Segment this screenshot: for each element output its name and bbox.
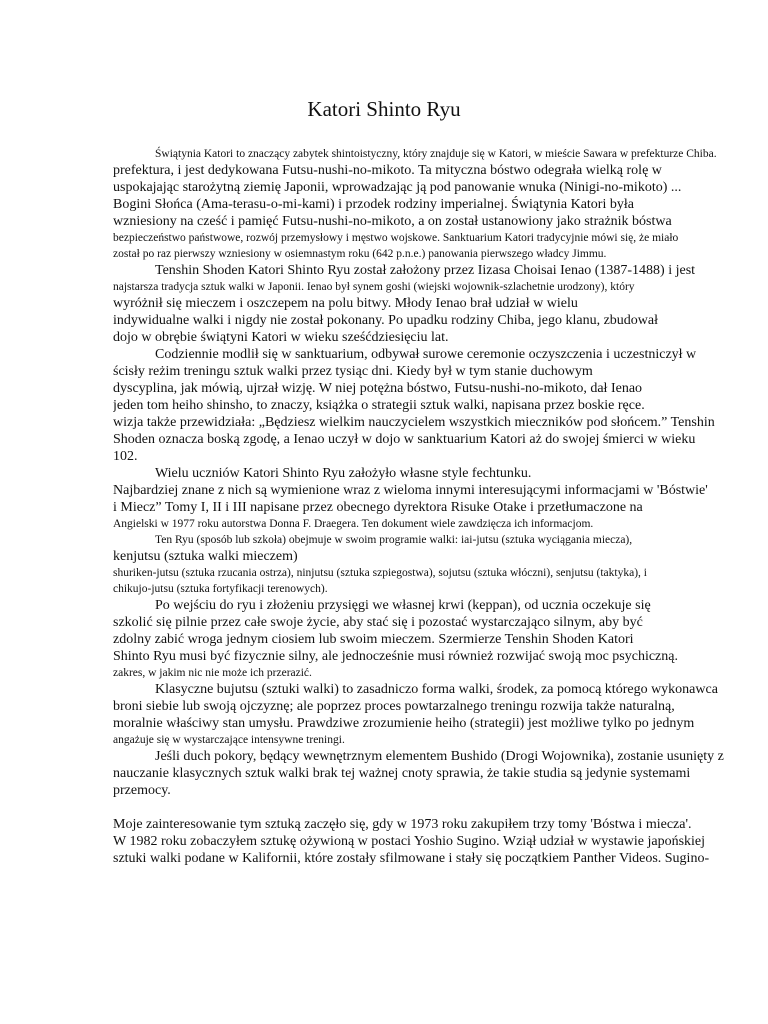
text-line: W 1982 roku zobaczyłem sztukę ożywioną w postaci Yoshio Sugino. Wziął udział w wystawie japońskiej <box>113 834 706 849</box>
text-line: przemocy. <box>113 783 171 798</box>
text-line: Moje zainteresowanie tym sztuką zaczęło się, gdy w 1973 roku zakupiłem trzy tomy 'Bóstwa i miecza'. <box>113 817 692 832</box>
text-line: uspokajając starożytną ziemię Japonii, wprowadzając ją pod panowanie wnuka (Ninigi-no-mikoto) ... <box>113 180 682 195</box>
text-line: Shoden oznacza boską zgodę, a Ienao uczył w dojo w sanktuarium Katori aż do swojej śmierci w wieku <box>113 432 696 447</box>
text-line: wzniesiony na cześć i pamięć Futsu-nushi-no-mikoto, a on został ustanowiony jako strażnik bóstwa <box>113 214 672 229</box>
text-line: shuriken-jutsu (sztuka rzucania ostrza), ninjutsu (sztuka szpiegostwa), sojutsu (sztuka włóczni), senjutsu (taktyka), i <box>113 567 647 579</box>
text-line: broni siebie lub swoją ojczyznę; ale poprzez proces powtarzalnego treningu rozwija także naturalną, <box>113 699 675 714</box>
text-line: najstarsza tradycja sztuk walki w Japonii. Ienao był synem goshi (wiejski wojownik-szlachetnie urodzony), który <box>113 281 635 293</box>
text-line: ścisły reżim treningu sztuk walki przez tysiąc dni. Kiedy był w tym stanie duchowym <box>113 364 593 379</box>
text-line: Klasyczne bujutsu (sztuki walki) to zasadniczo forma walki, środek, za pomocą którego wykonawca <box>155 682 718 697</box>
text-line: Jeśli duch pokory, będący wewnętrznym elementem Bushido (Drogi Wojownika), zostanie usunięty z <box>155 749 724 764</box>
text-line: został po raz pierwszy wzniesiony w osiemnastym roku (642 p.n.e.) panowania pierwszego władcy Jimmu. <box>113 248 607 260</box>
text-line: wizja także przewidziała: „Będziesz wielkim nauczycielem wszystkich mieczników pod słońcem.” Tenshin <box>113 415 715 430</box>
text-line: zakres, w jakim nic nie może ich przerazić. <box>113 667 312 679</box>
text-line: kenjutsu (sztuka walki mieczem) <box>113 549 298 564</box>
text-line: Bogini Słońca (Ama-terasu-o-mi-kami) i przodek rodziny imperialnej. Świątynia Katori była <box>113 197 634 212</box>
text-line: indywidualne walki i nigdy nie został pokonany. Po upadku rodziny Chiba, jego klanu, zbudował <box>113 313 658 328</box>
document-body <box>113 146 768 867</box>
text-line: zdolny zabić wroga jednym ciosiem lub swoim mieczem. Szermierze Tenshin Shoden Katori <box>113 632 634 647</box>
text-line: wyróżnił się mieczem i oszczepem na polu bitwy. Młody Ienao brał udział w wielu <box>113 296 578 311</box>
text-line: sztuki walki podane w Kalifornii, które zostały sfilmowane i stały się początkiem Panther Videos. Sugino- <box>113 851 710 866</box>
text-line: dojo w obrębie świątyni Katori w wieku sześćdziesięciu lat. <box>113 330 449 345</box>
text-line: Angielski w 1977 roku autorstwa Donna F. Draegera. Ten dokument wiele zawdzięcza ich informacjom. <box>113 518 594 530</box>
text-line: Codziennie modlił się w sanktuarium, odbywał surowe ceremonie oczyszczenia i uczestniczył w <box>155 347 697 362</box>
text-line: Wielu uczniów Katori Shinto Ryu założyło własne style fechtunku. <box>155 466 532 481</box>
text-line: Tenshin Shoden Katori Shinto Ryu został założony przez Iizasa Choisai Ienao (1387-1488) i jest <box>155 263 696 278</box>
text-line: szkolić się pilnie przez całe swoje życie, aby stać się i pozostać wystarczająco silnym, aby być <box>113 615 643 630</box>
text-line: chikujo-jutsu (sztuka fortyfikacji terenowych). <box>113 583 328 595</box>
text-line: 102. <box>113 449 138 464</box>
paragraph-gap <box>113 799 768 816</box>
text-line: Ten Ryu (sposób lub szkoła) obejmuje w swoim programie walki: iai-jutsu (sztuka wyciągania miecza), <box>155 534 633 546</box>
text-line: i Miecz” Tomy I, II i III napisane przez obecnego dyrektora Risuke Otake i przetłumaczone na <box>113 500 643 515</box>
text-line: angażuje się w wystarczające intensywne treningi. <box>113 734 345 746</box>
text-line: moralnie właściwy stan umysłu. Prawdziwe zrozumienie heiho (strategii) jest możliwe tylko po jednym <box>113 716 695 731</box>
document-title: Katori Shinto Ryu <box>307 97 461 121</box>
text-line: Po wejściu do ryu i złożeniu przysięgi we własnej krwi (keppan), od ucznia oczekuje się <box>155 598 651 613</box>
text-line: nauczanie klasycznych sztuk walki brak tej ważnej cnoty sprawia, że takie studia są jedynie systemami <box>113 766 691 781</box>
text-line: Shinto Ryu musi być fizycznie silny, ale jednocześnie musi również rozwijać swoją moc psychiczną. <box>113 649 678 664</box>
text-line: Świątynia Katori to znaczący zabytek shintoistyczny, który znajduje się w Katori, w mieście Sawara w prefekturze Chiba. <box>155 148 717 160</box>
text-line: Najbardziej znane z nich są wymienione wraz z wieloma innymi interesującymi informacjami w 'Bóstwie' <box>113 483 708 498</box>
text-line: prefektura, i jest dedykowana Futsu-nushi-no-mikoto. Ta mityczna bóstwo odegrała wielką rolę w <box>113 163 662 178</box>
text-line: jeden tom heiho shinsho, to znaczy, książka o strategii sztuk walki, napisana przez boskie ręce. <box>113 398 645 413</box>
text-line: dyscyplina, jak mówią, ujrzał wizję. W niej potężna bóstwo, Futsu-nushi-no-mikoto, dał Ienao <box>113 381 643 396</box>
text-line: bezpieczeństwo państwowe, rozwój przemysłowy i męstwo wojskowe. Sanktuarium Katori tradycyjnie mówi się, że miało <box>113 232 679 244</box>
